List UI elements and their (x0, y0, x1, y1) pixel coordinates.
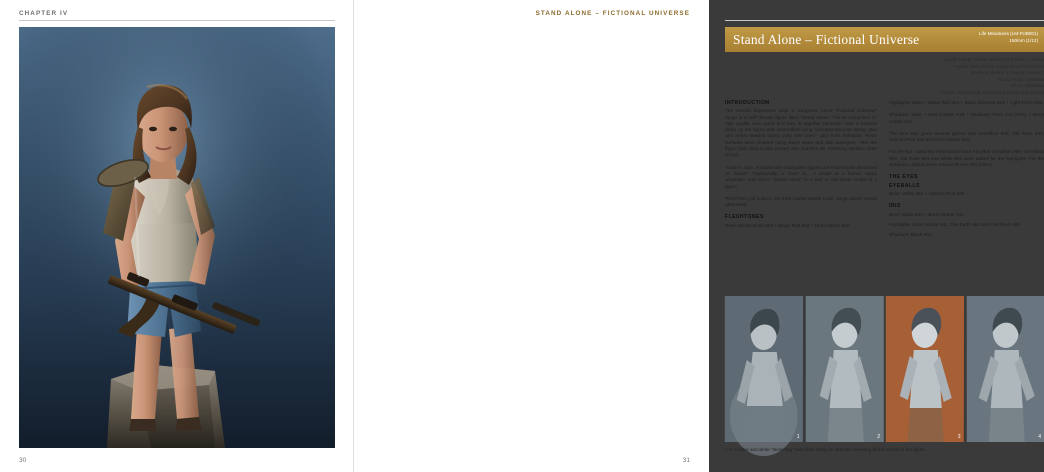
wip-figure-3-svg (886, 296, 964, 442)
left-page (0, 0, 354, 472)
wip-figure-2-svg (806, 296, 884, 442)
spec-line-paints-2: Panzer Aces (VPA), Vallejo Model Air (VMA) (954, 63, 1044, 69)
spec-line-putty: Epoxy Putty: Sylmasta (998, 76, 1044, 82)
figure-svg (19, 27, 335, 448)
photo-strip-caption: 1-4. A black and white "sketching" was done using an airbrush revealing all the curves of the figure. (725, 447, 927, 452)
paragraph-iris-base: Base: Black 950 + Burnt Umber 941 (889, 211, 964, 217)
wip-photo-2-number: 2 (877, 434, 880, 440)
paragraph-introduction: The second impressive work in Sang-Eon Lee's "Fictional Universe" range is a half* female figure titled "Stand Alone". The kit comprises 17 high quality resin parts and they fit together perfectly! After a minimal clean up the figure was assembled using Sylmasta two-part epoxy glue and where needed epoxy putty was used - also from Sylmasta. Resin surfaces were cleaned using warm water and dish detergent. After the figure had dried it was primed with Gunze's Mr. Finishing Surface 1500 (Grey). (725, 108, 877, 158)
heading-the-eyes: THE EYES (889, 174, 918, 181)
paragraph-lips: For the lips I used the Fleshtones' base mix plus Vermillion 909, Vermillion 909, Old Rose 944 and White 951 were added for the highlights. For the shadows I added some Armour Brown 041 (VMA). (889, 149, 1044, 168)
spec-line-primer: Primer: Gunze's Mr. Finishing Surface 1500 (Grey) (941, 89, 1044, 95)
wip-photo-2 (806, 296, 884, 442)
paragraph-face-glazes: The face was given several glazes with Vermillion 909, Old Rose 944, Salmon Pink 835 and Red Leather 818. (889, 130, 1044, 143)
body-column-2 (889, 100, 1044, 244)
kit-manufacturer: Life Miniatures (LM-FUB001) (979, 31, 1038, 36)
article-title-band (725, 27, 1044, 52)
wip-photo-3-number: 3 (957, 434, 961, 440)
materials-spec-list (914, 57, 1044, 97)
paragraph-iris-shadows: Shadows: Black 950 (889, 232, 932, 238)
spec-line-brushes: Brushes: Winsor & Newton Series 7 (970, 70, 1044, 76)
paragraph-iris-highlights: Highlights: Burnt Umber 941, Flat Earth 983 and Flat Flesh 955 (889, 221, 1021, 227)
paragraph-fleshtones-base: Base: Brown Rose 803 + Beige Red 804 + Red Leather 818 (725, 222, 850, 228)
wip-figure-4-svg (967, 296, 1044, 442)
wip-photo-4 (967, 296, 1044, 442)
work-in-progress-photo-strip (725, 296, 1044, 442)
wip-photo-1 (725, 296, 803, 442)
figure-illustration (19, 27, 335, 448)
paragraph-editors-note: *Editor's note: Anatomically incomplete figures are erroneously described as "busts". Traditionally, a "bust" is... A sculpt of a human head, shoulders and chest. "Stand Alone" is a half or two-thirds sculpt of a figure. (725, 164, 877, 189)
article-subtitle: Painting a Female Fantasy Figure Using Acrylics (725, 57, 867, 81)
paragraph-shadows: Shadows: Base + Red Leather 818 + Shadows Flesh 343 (VPA) + Burnt Umber 941 (889, 112, 1044, 124)
wip-photo-3 (886, 296, 964, 442)
header-rule-left (19, 20, 335, 21)
heading-iris: IRIS (889, 203, 901, 210)
kit-scale: 150mm (1/12) (1009, 38, 1038, 43)
article-title: Stand Alone – Fictional Universe (733, 32, 920, 47)
spec-line-glues: Glues: Sylmasta (1010, 83, 1044, 89)
kit-meta (979, 30, 1038, 44)
folio-right: 31 (682, 457, 690, 464)
right-page (354, 0, 1044, 472)
heading-fleshtones: FLESHTONES (725, 214, 764, 221)
spec-line-paints: Acrylic Paints: Vallejo Model Color (VMC), Vallejo (943, 57, 1044, 62)
paragraph-highlights: Highlights: Base + Beige Red 804 + Basic Skintone 815 + Light Flesh 928 (889, 100, 1043, 105)
paragraph-painting-note: PAINTING (All colours are from Vallejo Model Color range unless stated otherwise) (725, 195, 877, 208)
female-fantasy-figure-photo (19, 27, 335, 448)
wip-photo-4-number: 4 (1038, 434, 1041, 440)
paragraph-eyeballs-base: Base: White 951 + Salmon Pink 835 (889, 190, 965, 196)
heading-eyeballs: EYEBALLS (889, 182, 920, 189)
body-column-1 (725, 100, 877, 235)
heading-introduction: INTRODUCTION (725, 100, 770, 106)
running-head-left: CHAPTER IV (19, 10, 69, 17)
wip-photo-1-number: 1 (796, 434, 800, 440)
wip-figure-1-svg (725, 296, 803, 442)
running-head-right: STAND ALONE – FICTIONAL UNIVERSE (535, 10, 690, 17)
folio-left: 30 (19, 457, 27, 464)
header-rule-right (725, 20, 1044, 21)
